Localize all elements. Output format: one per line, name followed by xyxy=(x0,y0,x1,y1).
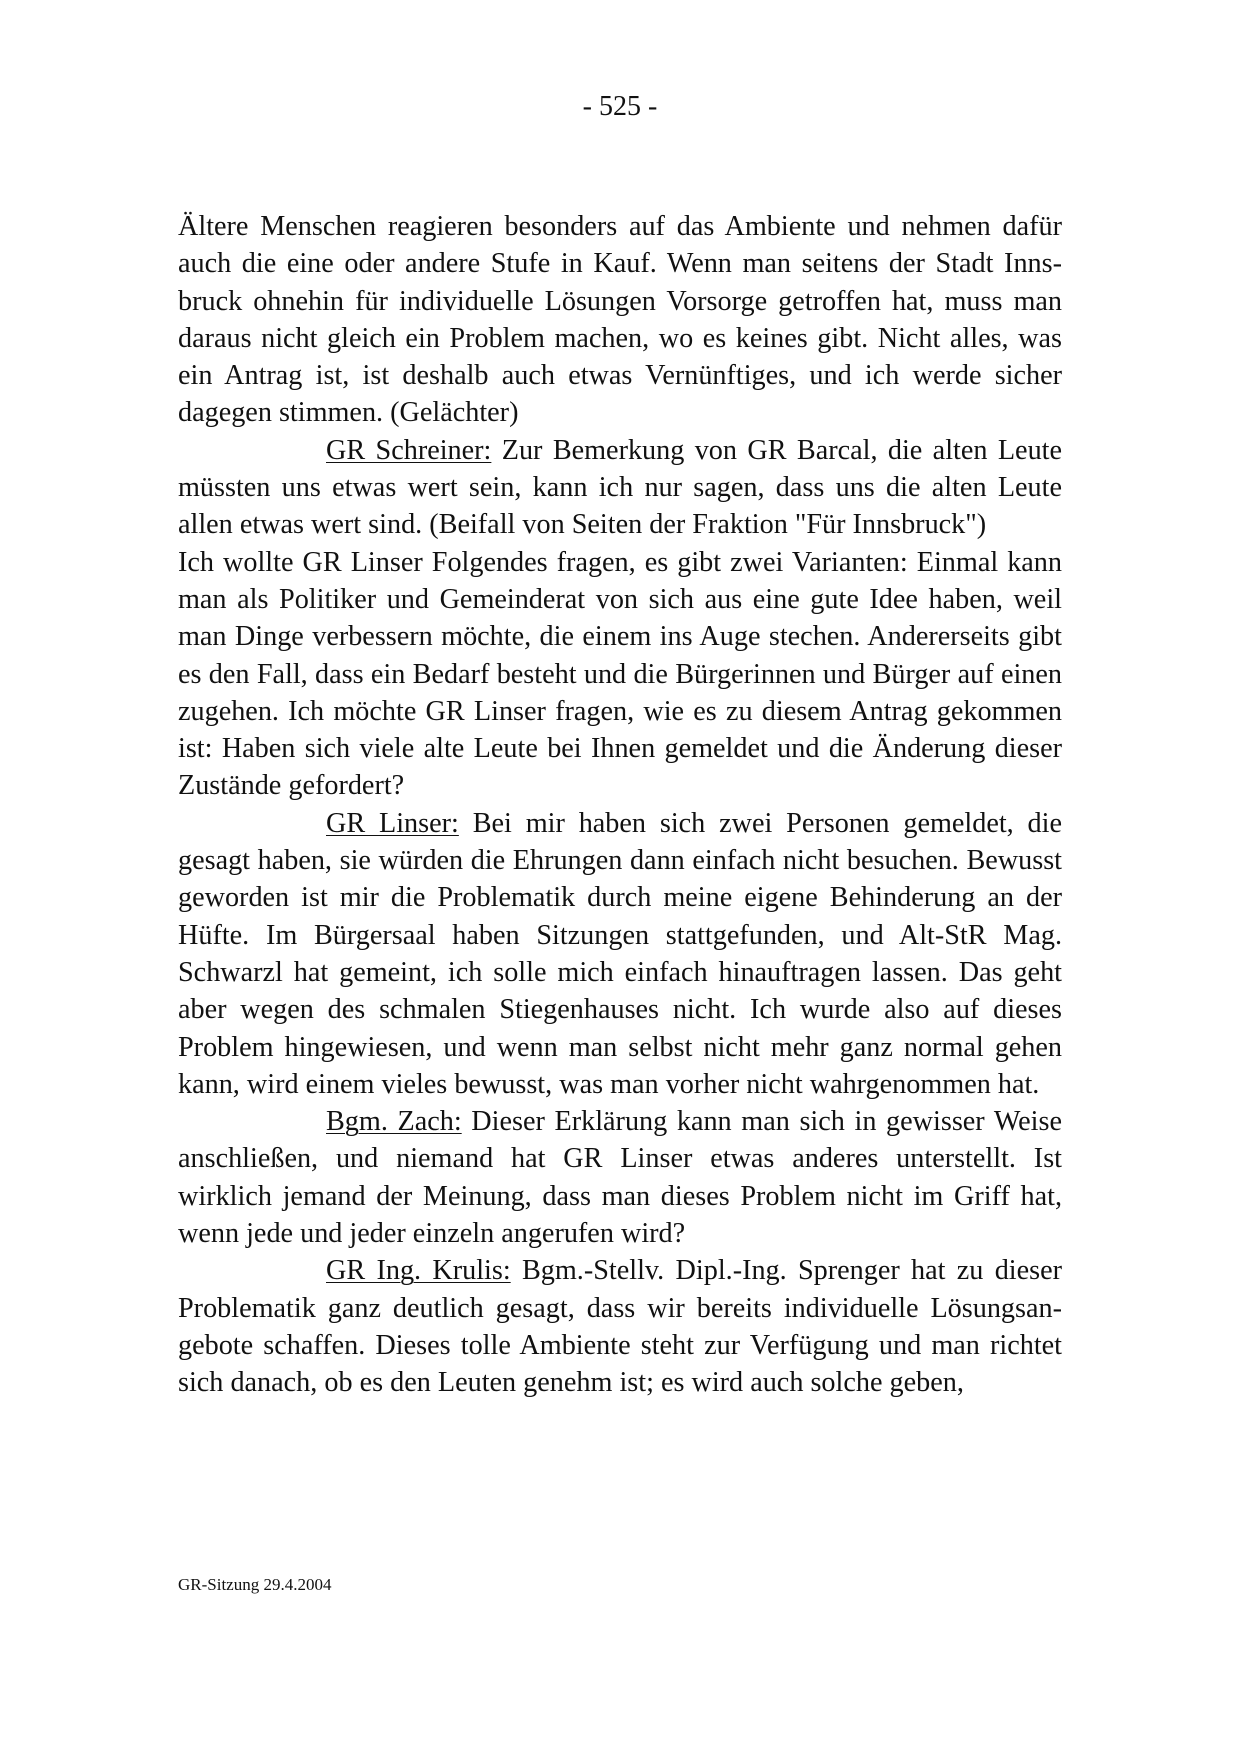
page-footer: GR-Sitzung 29.4.2004 xyxy=(178,1575,332,1594)
protocol-text xyxy=(178,208,1062,1402)
speech-zach xyxy=(178,1103,1062,1252)
paragraph-text: Ich wollte GR Linser Folgendes fragen, es gibt zwei Varianten: Einmal kann man als Politiker und Gemeinderat von sich aus eine gute Idee haben, weil man Dinge verbessern möchte, die einem ins Auge stechen. Andererseits gibt es den Fall, dass ein Bedarf besteht und die Bürgerinnen und Bürger auf einen zugehen. Ich möchte GR Linser fragen, wie es zu diesem Antrag gekommen ist: Haben sich viele alte Leute bei Ihnen gemeldet und die Änderung dieser Zustände gefordert? xyxy=(178,546,1062,802)
speaker-name: GR Linser: xyxy=(326,807,459,839)
speech-text: Dieser Erklärung kann man sich in gewisser Weise anschließen, und niemand hat GR Linser etwas anderes unterstellt. Ist wirklich jemand der Meinung, dass man dieses Problem nicht im Griff hat, wenn jede und jeder einzeln angerufen wird? xyxy=(178,1106,1062,1250)
speech-text: Zur Bemerkung von GR Barcal, die alten Leute müssten uns etwas wert sein, kann ich nur sagen, dass uns die alten Leute allen etwas wert sind. (Beifall von Seiten der Fraktion "Für Innsbruck") xyxy=(178,434,1062,541)
speaker-name: Bgm. Zach: xyxy=(326,1106,462,1138)
speech-text: Bgm.-Stellv. Dipl.-Ing. Sprenger hat zu dieser Problematik ganz deutlich gesagt, dass wir bereits individuelle Lösungsangebote schaffen. Dieses tolle Ambiente steht zur Verfügung und man richtet sich danach, ob es den Leuten genehm ist; es wird auch solche geben, xyxy=(178,1255,1063,1399)
speaker-name: GR Ing. Krulis: xyxy=(326,1255,511,1287)
page-number: - 525 - xyxy=(582,91,658,122)
speaker-name: GR Schreiner: xyxy=(326,434,492,466)
speech-krulis xyxy=(178,1252,1062,1401)
paragraph-question xyxy=(178,544,1062,805)
paragraph-continuation xyxy=(178,208,1062,432)
paragraph-text: Ältere Menschen reagieren besonders auf das Ambiente und nehmen dafür auch die eine oder andere Stufe in Kauf. Wenn man seitens der Stadt Innsbruck ohnehin für individuelle Lösungen Vorsorge getroffen hat, muss man daraus nicht gleich ein Problem machen, wo es keines gibt. Nicht alles, was ein Antrag ist, ist deshalb auch etwas Vernünftiges, und ich werde sicher dagegen stimmen. (Gelächter) xyxy=(178,211,1062,429)
speech-linser xyxy=(178,805,1062,1103)
speech-schreiner xyxy=(178,432,1062,544)
speech-text: Bei mir haben sich zwei Personen gemeldet, die gesagt haben, sie würden die Ehrungen dann einfach nicht besuchen. Bewusst geworden ist mir die Problematik durch meine eigene Behinderung an der Hüfte. Im Bürgersaal haben Sitzungen stattgefunden, und Alt-StR Mag. Schwarzl hat gemeint, ich solle mich einfach hinauftragen lassen. Das geht aber wegen des schmalen Stiegenhauses nicht. Ich wurde also auf dieses Problem hingewiesen, und wenn man selbst nicht mehr ganz normal gehen kann, wird einem vieles bewusst, was man vorher nicht wahrgenommen hat. xyxy=(178,807,1062,1100)
